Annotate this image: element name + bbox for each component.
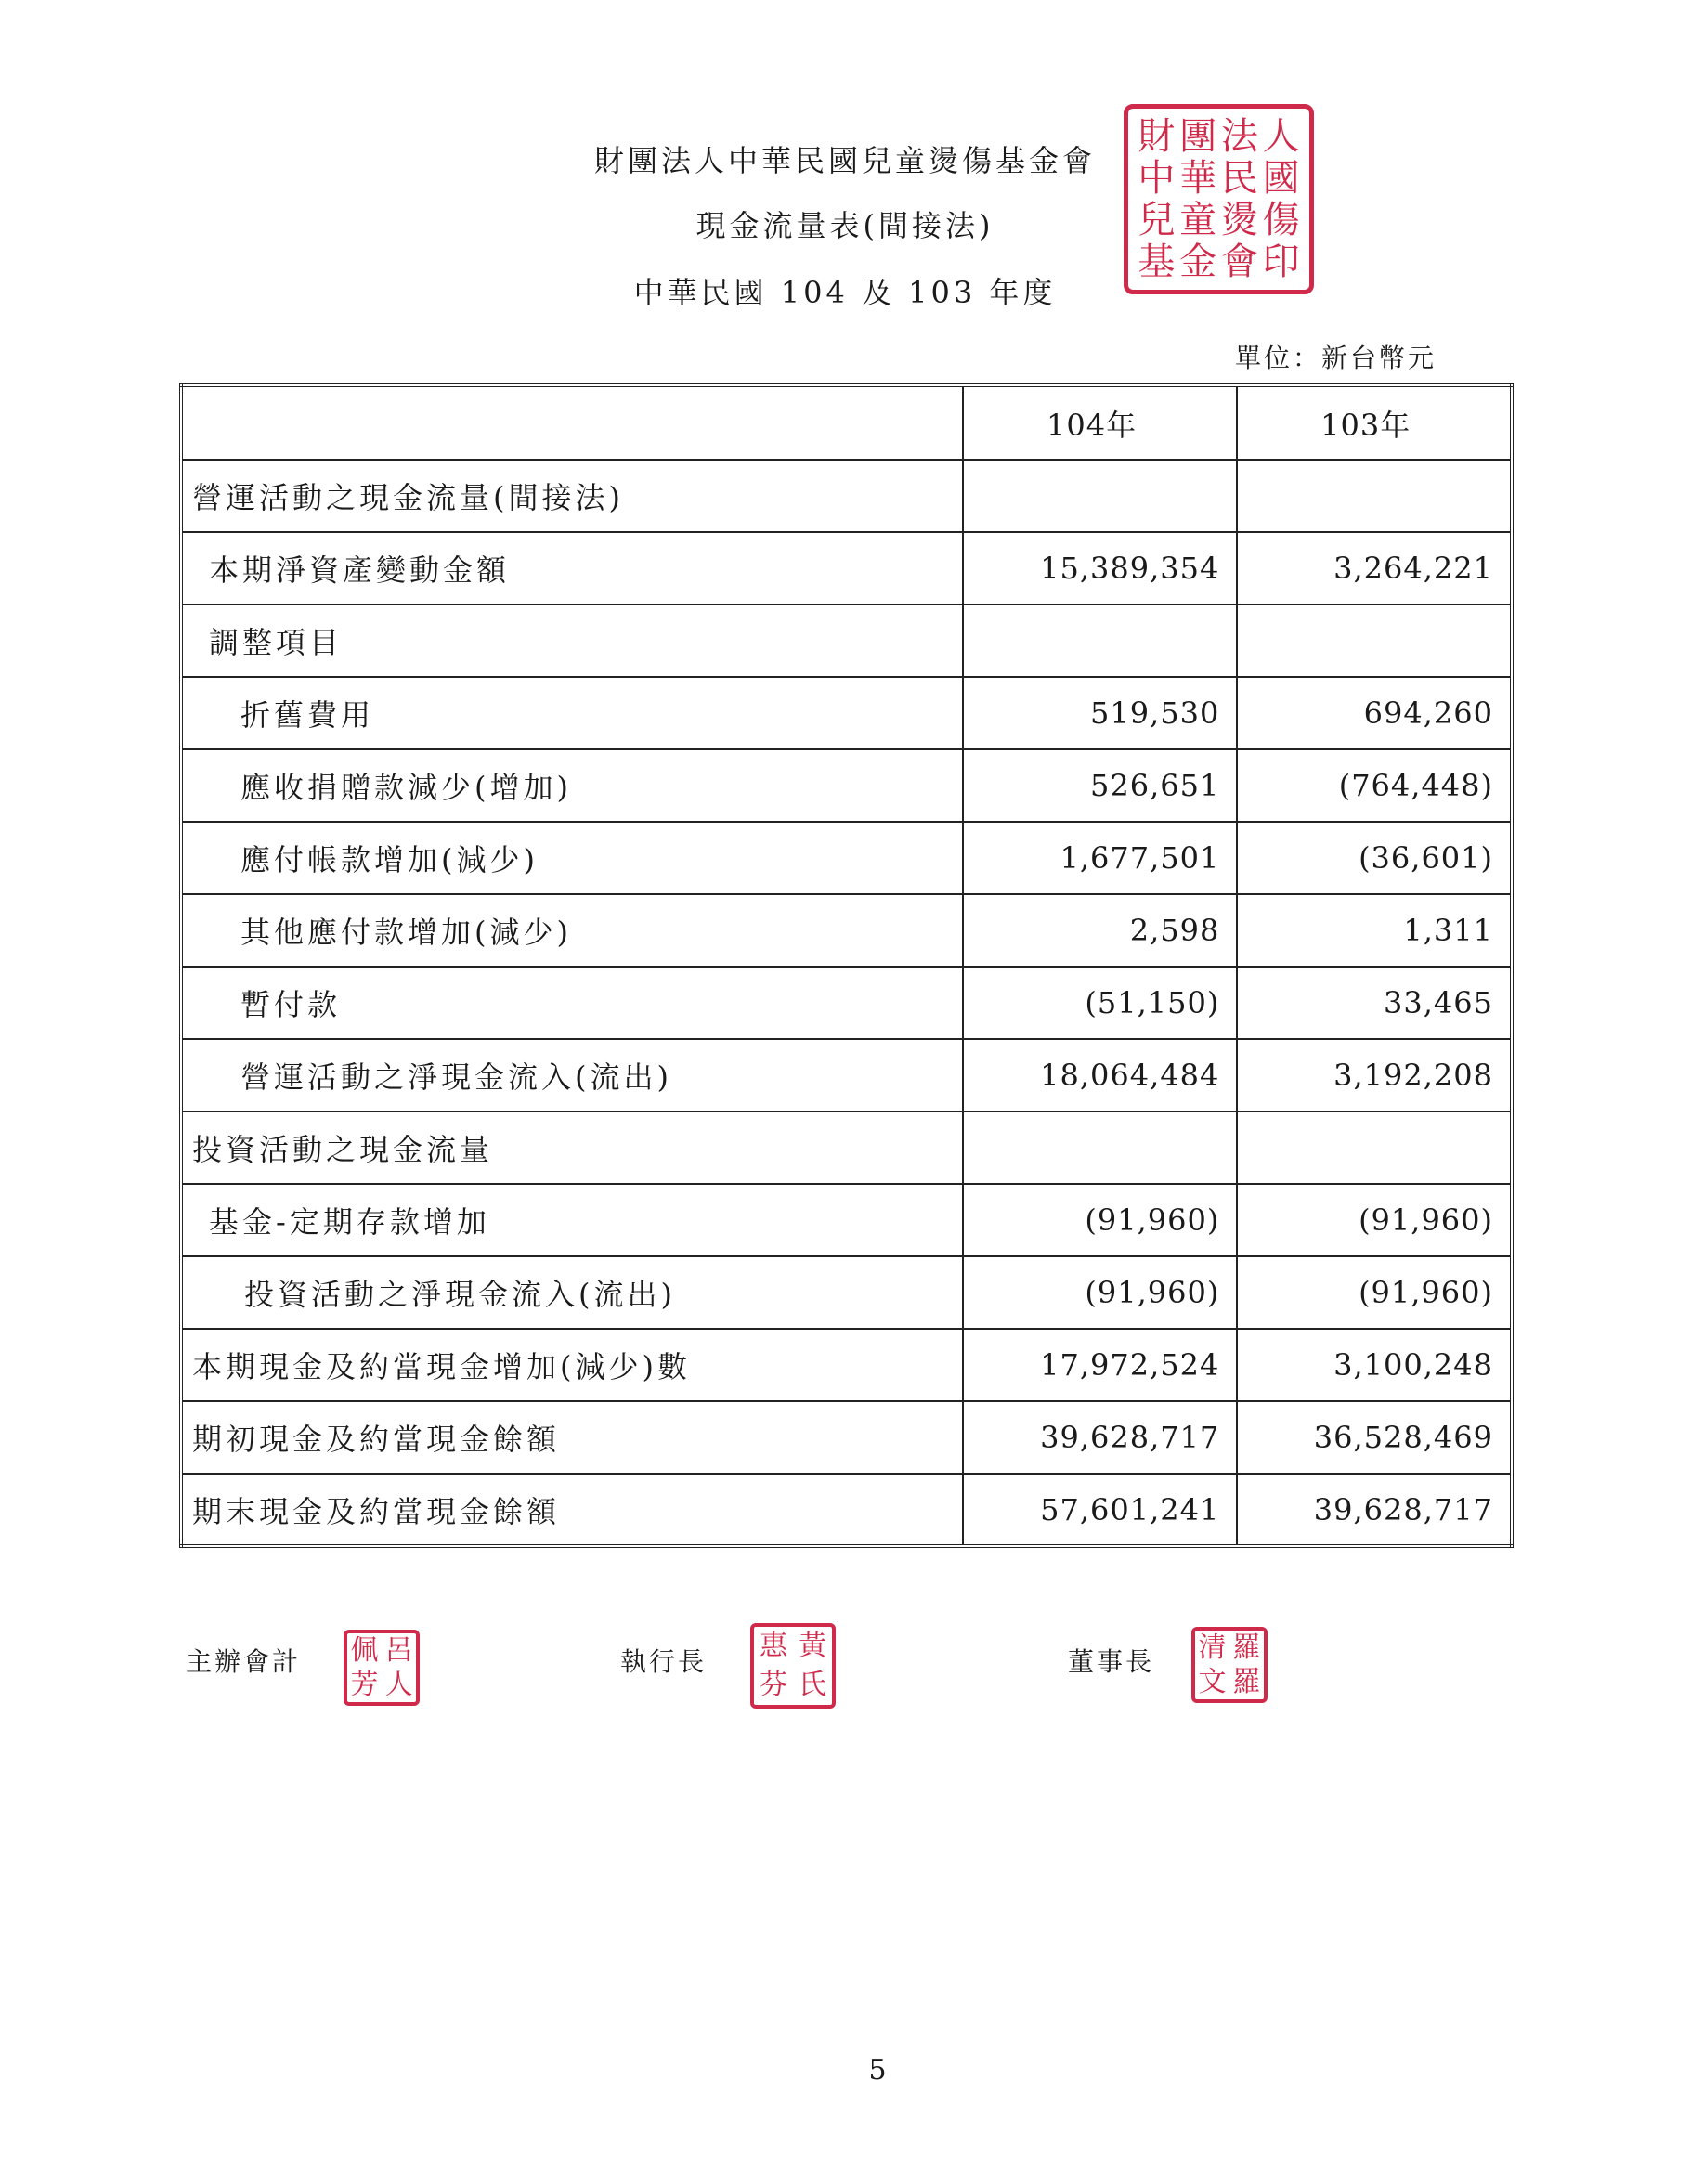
table-row	[181, 822, 1512, 894]
value-103: 36,528,469	[1237, 1401, 1512, 1474]
foundation-seal-stamp	[1124, 104, 1314, 294]
seal-char: 華	[1179, 157, 1217, 201]
seal-char: 羅	[1232, 1631, 1261, 1664]
value-104: (91,960)	[963, 1184, 1238, 1256]
value-104: 17,972,524	[963, 1329, 1238, 1401]
seal-char: 呂	[384, 1633, 413, 1667]
seal-char: 童	[1179, 198, 1217, 241]
value-104: 18,064,484	[963, 1039, 1238, 1112]
value-103: (764,448)	[1237, 749, 1512, 822]
row-label: 本期現金及約當現金增加(減少)數	[181, 1329, 963, 1401]
seal-char: 中	[1138, 157, 1176, 201]
seal-char: 清	[1198, 1631, 1227, 1664]
seal-char: 團	[1179, 115, 1217, 159]
column-header-104: 104年	[963, 385, 1238, 460]
report-title: 現金流量表(間接法)	[696, 208, 994, 243]
value-104: (91,960)	[963, 1256, 1238, 1329]
header-blank-cell	[181, 385, 963, 460]
value-103: (36,601)	[1237, 822, 1512, 894]
seal-char: 人	[1262, 115, 1300, 159]
table-row	[181, 532, 1512, 604]
value-104	[963, 604, 1238, 677]
value-103: 3,100,248	[1237, 1329, 1512, 1401]
row-label: 本期淨資產變動金額	[181, 532, 963, 604]
seal-char: 文	[1198, 1665, 1227, 1698]
seal-char: 金	[1179, 240, 1217, 283]
value-103: 3,264,221	[1237, 532, 1512, 604]
seal-char: 芬	[760, 1669, 787, 1701]
value-104: 519,530	[963, 677, 1238, 749]
row-label: 暫付款	[181, 967, 963, 1039]
currency-unit-note: 單位：新台幣元	[1235, 343, 1437, 373]
table-row	[181, 967, 1512, 1039]
row-label: 調整項目	[181, 604, 963, 677]
table-row	[181, 1256, 1512, 1329]
row-label: 投資活動之淨現金流入(流出)	[181, 1256, 963, 1329]
value-103: 3,192,208	[1237, 1039, 1512, 1112]
ceo-label: 執行長	[620, 1646, 708, 1677]
table-row	[181, 749, 1512, 822]
value-103	[1237, 604, 1512, 677]
table-row	[181, 677, 1512, 749]
value-103	[1237, 460, 1512, 532]
page-number: 5	[868, 2054, 887, 2086]
seal-char: 芳	[350, 1668, 379, 1701]
seal-char: 人	[384, 1668, 413, 1701]
accountant-label: 主辦會計	[186, 1646, 302, 1677]
value-104: (51,150)	[963, 967, 1238, 1039]
seal-char: 氏	[799, 1669, 826, 1701]
table-row	[181, 1329, 1512, 1401]
table-row	[181, 1184, 1512, 1256]
value-104: 526,651	[963, 749, 1238, 822]
seal-char: 財	[1138, 115, 1176, 159]
table-row	[181, 604, 1512, 677]
seal-char: 基	[1138, 240, 1176, 283]
seal-char: 傷	[1262, 198, 1300, 241]
seal-char: 法	[1220, 115, 1258, 159]
row-label: 應收捐贈款減少(增加)	[181, 749, 963, 822]
value-103	[1237, 1112, 1512, 1184]
seal-char: 惠	[760, 1630, 787, 1662]
seal-char: 羅	[1232, 1665, 1261, 1698]
value-103: (91,960)	[1237, 1184, 1512, 1256]
table-row	[181, 460, 1512, 532]
row-label: 折舊費用	[181, 677, 963, 749]
row-label: 營運活動之現金流量(間接法)	[181, 460, 963, 532]
ceo-seal-stamp	[750, 1623, 836, 1709]
row-label: 營運活動之淨現金流入(流出)	[181, 1039, 963, 1112]
seal-char: 民	[1220, 157, 1258, 201]
row-label: 其他應付款增加(減少)	[181, 894, 963, 967]
row-label: 期末現金及約當現金餘額	[181, 1474, 963, 1546]
seal-char: 黃	[799, 1630, 826, 1662]
value-104	[963, 1112, 1238, 1184]
value-103: 39,628,717	[1237, 1474, 1512, 1546]
seal-char: 國	[1262, 157, 1300, 201]
table-row	[181, 1039, 1512, 1112]
seal-char: 燙	[1220, 198, 1258, 241]
value-104: 57,601,241	[963, 1474, 1238, 1546]
value-103: 33,465	[1237, 967, 1512, 1039]
table-row	[181, 1112, 1512, 1184]
org-name: 財團法人中華民國兒童燙傷基金會	[593, 143, 1096, 178]
value-104: 15,389,354	[963, 532, 1238, 604]
chairman-seal-stamp	[1191, 1627, 1268, 1703]
row-label: 期初現金及約當現金餘額	[181, 1401, 963, 1474]
seal-char: 兒	[1138, 198, 1176, 241]
row-label: 投資活動之現金流量	[181, 1112, 963, 1184]
value-104: 1,677,501	[963, 822, 1238, 894]
report-period: 中華民國 104 及 103 年度	[633, 275, 1057, 310]
column-header-103: 103年	[1237, 385, 1512, 460]
value-103: 694,260	[1237, 677, 1512, 749]
table-header-row	[181, 385, 1512, 460]
value-104	[963, 460, 1238, 532]
value-103: 1,311	[1237, 894, 1512, 967]
table-row	[181, 1474, 1512, 1546]
seal-char: 印	[1262, 240, 1300, 283]
seal-char: 佩	[350, 1633, 379, 1667]
seal-char: 會	[1220, 240, 1258, 283]
value-104: 39,628,717	[963, 1401, 1238, 1474]
table-row	[181, 894, 1512, 967]
chairman-label: 董事長	[1068, 1646, 1155, 1677]
row-label: 基金-定期存款增加	[181, 1184, 963, 1256]
accountant-seal-stamp	[344, 1630, 420, 1706]
value-103: (91,960)	[1237, 1256, 1512, 1329]
value-104: 2,598	[963, 894, 1238, 967]
row-label: 應付帳款增加(減少)	[181, 822, 963, 894]
table-row	[181, 1401, 1512, 1474]
cash-flow-table	[179, 384, 1514, 1548]
